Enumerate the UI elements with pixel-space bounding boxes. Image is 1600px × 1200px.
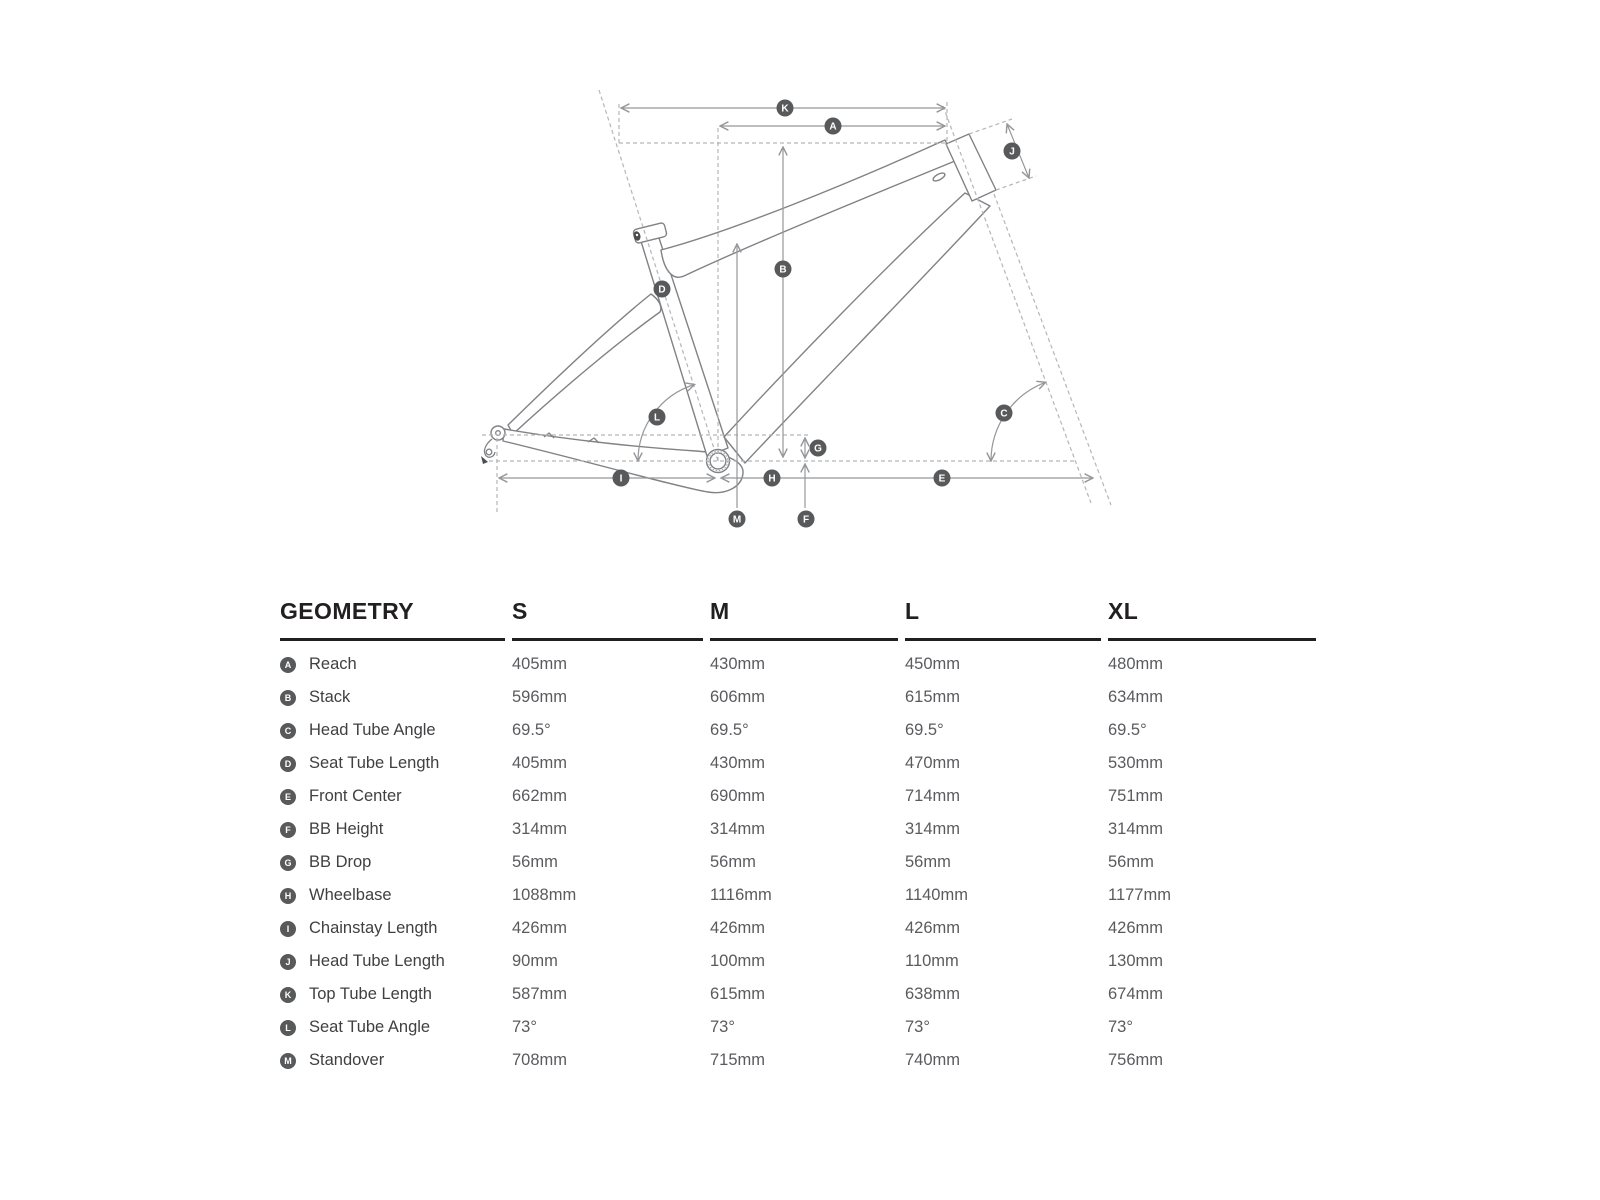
table-row (280, 945, 1316, 978)
headtube-top-ext (969, 119, 1012, 134)
row-key-badge: D (280, 756, 296, 772)
steerer-axis (943, 106, 1091, 503)
value-l: 450mm (905, 655, 961, 673)
svg-text:H: H (768, 473, 776, 485)
value-s: 90mm (512, 952, 558, 970)
row-label: Top Tube Length (309, 985, 432, 1003)
headtube-bottom-ext (996, 176, 1036, 190)
row-label: Chainstay Length (309, 919, 438, 937)
table-row (280, 648, 1316, 681)
svg-text:K: K (781, 103, 789, 115)
value-xl: 69.5° (1108, 721, 1147, 739)
value-xl: 426mm (1108, 919, 1164, 937)
column-header-l: L (905, 598, 920, 624)
value-m: 430mm (710, 754, 766, 772)
value-s: 708mm (512, 1051, 568, 1069)
badge-E (934, 470, 951, 487)
table-row (280, 681, 1316, 714)
row-label: Head Tube Length (309, 952, 445, 970)
table-row (280, 846, 1316, 879)
row-label: Wheelbase (309, 886, 392, 904)
table-row (280, 1044, 1316, 1077)
value-l: 110mm (905, 952, 959, 970)
svg-text:D: D (658, 284, 666, 296)
table-row (280, 1011, 1316, 1044)
value-xl: 634mm (1108, 688, 1164, 706)
value-xl: 751mm (1108, 787, 1164, 805)
value-m: 1116mm (710, 886, 772, 904)
badge-D (654, 281, 671, 298)
svg-text:L: L (653, 412, 661, 424)
row-label: Stack (309, 688, 351, 706)
value-m: 615mm (710, 985, 766, 1003)
value-s: 587mm (512, 985, 568, 1003)
column-header-xl: XL (1108, 598, 1139, 624)
svg-text:B: B (779, 264, 787, 276)
value-xl: 1177mm (1108, 886, 1171, 904)
row-key-badge: H (280, 888, 296, 904)
svg-text:F: F (802, 514, 810, 526)
value-m: 73° (710, 1018, 735, 1036)
hanger-bolt (486, 449, 492, 455)
value-s: 426mm (512, 919, 568, 937)
value-l: 314mm (905, 820, 961, 838)
seat-collar (633, 222, 668, 243)
value-xl: 756mm (1108, 1051, 1164, 1069)
rear-dropout (491, 426, 505, 440)
column-header-m: M (710, 598, 730, 624)
head-tube (946, 134, 996, 201)
value-s: 314mm (512, 820, 568, 838)
geometry-table (280, 598, 1316, 1077)
badge-G (810, 440, 827, 457)
value-m: 690mm (710, 787, 766, 805)
value-xl: 73° (1108, 1018, 1133, 1036)
row-key-badge: B (280, 690, 296, 706)
table-row (280, 714, 1316, 747)
row-key-badge: L (280, 1020, 296, 1036)
svg-text:J: J (1009, 146, 1015, 158)
value-l: 69.5° (905, 721, 944, 739)
value-l: 638mm (905, 985, 961, 1003)
badge-A (825, 118, 842, 135)
value-s: 405mm (512, 754, 568, 772)
svg-text:M: M (732, 514, 742, 526)
value-xl: 530mm (1108, 754, 1164, 772)
row-key-badge: A (280, 657, 296, 673)
value-s: 405mm (512, 655, 568, 673)
dim-head-angle-C (991, 382, 1046, 461)
value-m: 715mm (710, 1051, 766, 1069)
table-row (280, 879, 1316, 912)
value-s: 596mm (512, 688, 568, 706)
badge-J (1004, 143, 1021, 160)
row-key-badge: I (280, 921, 296, 937)
value-l: 470mm (905, 754, 961, 772)
row-label: Seat Tube Angle (309, 1018, 431, 1036)
value-xl: 480mm (1108, 655, 1164, 673)
value-m: 606mm (710, 688, 766, 706)
table-title: GEOMETRY (280, 598, 414, 624)
geometry-table-header (280, 598, 1316, 641)
value-m: 69.5° (710, 721, 749, 739)
value-xl: 314mm (1108, 820, 1164, 838)
table-row (280, 780, 1316, 813)
value-m: 430mm (710, 655, 766, 673)
table-row (280, 747, 1316, 780)
svg-text:C: C (1000, 408, 1008, 420)
value-l: 615mm (905, 688, 961, 706)
svg-text:A: A (829, 121, 837, 133)
row-key-badge: M (280, 1053, 296, 1069)
row-label: Head Tube Angle (309, 721, 436, 739)
row-label: Front Center (309, 787, 402, 805)
value-xl: 130mm (1108, 952, 1164, 970)
badge-F (798, 511, 815, 528)
value-s: 73° (512, 1018, 537, 1036)
value-xl: 674mm (1108, 985, 1164, 1003)
row-label: BB Height (309, 820, 384, 838)
badge-C (996, 405, 1013, 422)
value-l: 1140mm (905, 886, 968, 904)
column-header-s: S (512, 598, 528, 624)
value-m: 100mm (710, 952, 766, 970)
value-l: 73° (905, 1018, 930, 1036)
svg-text:E: E (938, 473, 946, 485)
fork-line (994, 194, 1111, 505)
value-l: 56mm (905, 853, 951, 871)
value-s: 56mm (512, 853, 558, 871)
value-l: 426mm (905, 919, 961, 937)
badge-K (777, 100, 794, 117)
badge-M (729, 511, 746, 528)
cable-port (932, 171, 946, 182)
value-l: 740mm (905, 1051, 961, 1069)
row-label: Seat Tube Length (309, 754, 440, 772)
geometry-table-body (280, 641, 1316, 1077)
value-s: 1088mm (512, 886, 577, 904)
row-key-badge: E (280, 789, 296, 805)
badge-L (649, 409, 666, 426)
row-key-badge: F (280, 822, 296, 838)
table-row (280, 912, 1316, 945)
svg-text:G: G (814, 443, 822, 455)
badge-B (775, 261, 792, 278)
row-key-badge: J (280, 954, 296, 970)
value-l: 714mm (905, 787, 961, 805)
svg-text:I: I (619, 473, 623, 485)
value-m: 426mm (710, 919, 766, 937)
value-s: 662mm (512, 787, 568, 805)
row-label: Standover (309, 1051, 385, 1069)
value-xl: 56mm (1108, 853, 1154, 871)
value-m: 56mm (710, 853, 756, 871)
badge-I (613, 470, 630, 487)
seat-stay (508, 294, 661, 434)
row-key-badge: G (280, 855, 296, 871)
bike-frame (481, 134, 996, 493)
badge-H (764, 470, 781, 487)
row-key-badge: K (280, 987, 296, 1003)
table-row (280, 813, 1316, 846)
value-s: 69.5° (512, 721, 551, 739)
value-m: 314mm (710, 820, 766, 838)
row-label: BB Drop (309, 853, 372, 871)
row-key-badge: C (280, 723, 296, 739)
row-label: Reach (309, 655, 357, 673)
geometry-diagram (440, 70, 1180, 550)
table-row (280, 978, 1316, 1011)
